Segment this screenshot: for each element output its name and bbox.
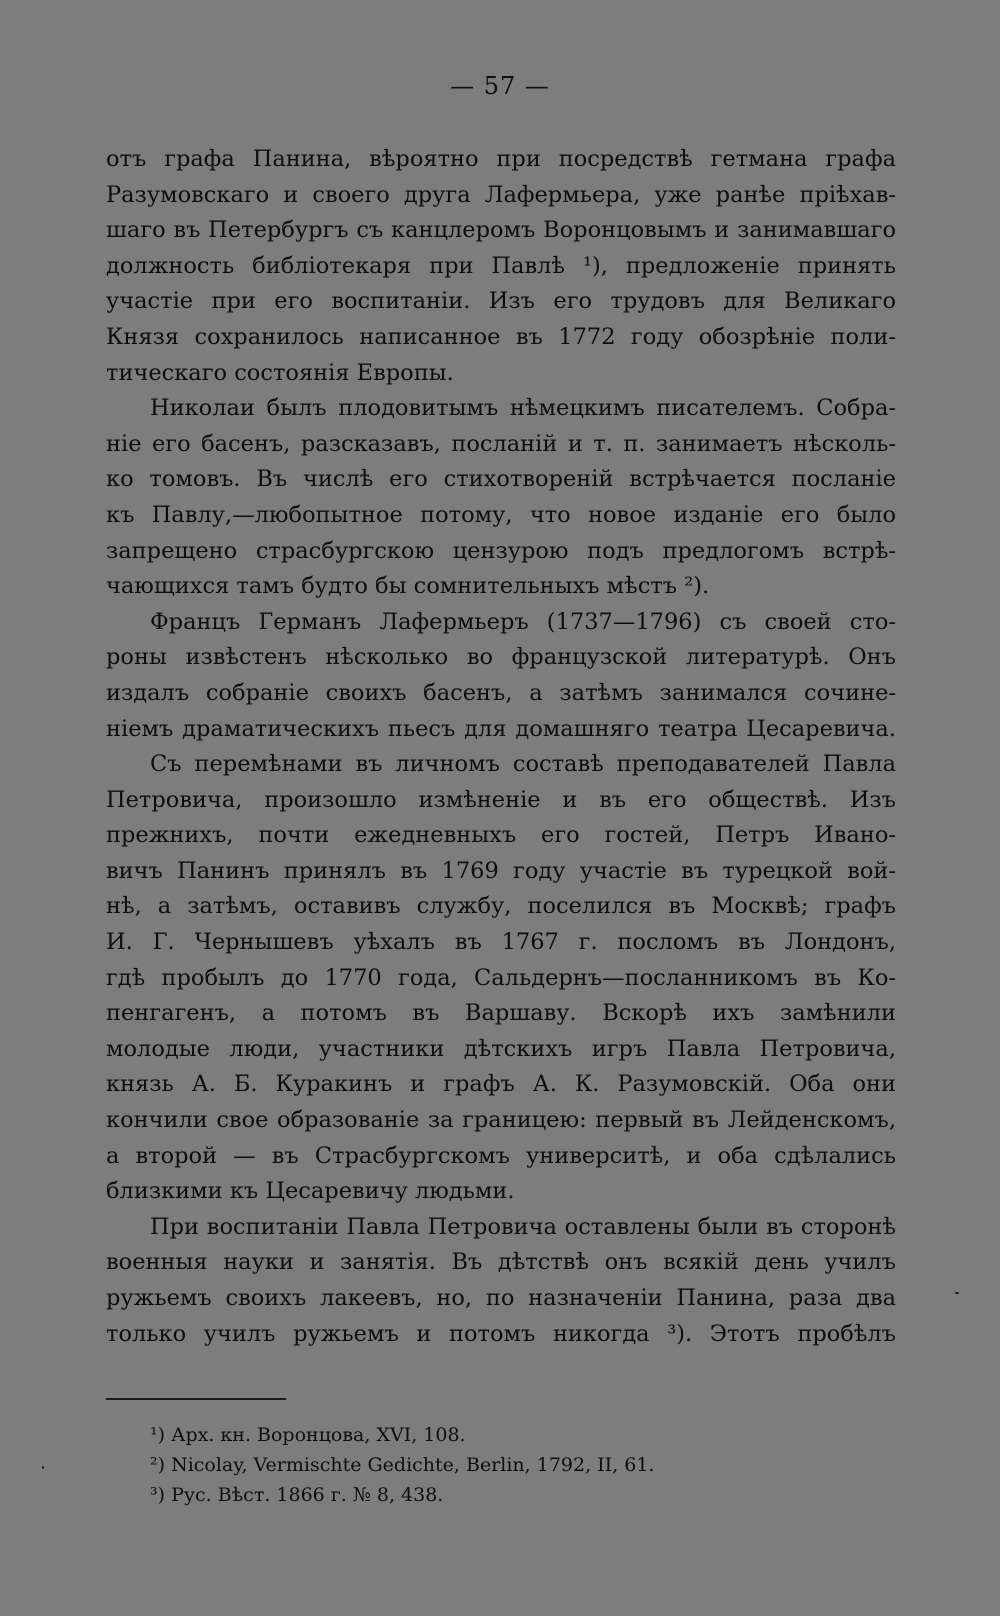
text-line: только училъ ружьемъ и потомъ никогда ³). Этотъ пробѣлъ xyxy=(106,1320,896,1347)
text-line: а второй — въ Страсбургскомъ университѣ, и оба сдѣлались xyxy=(106,1142,896,1169)
text-line: вичъ Панинъ принялъ въ 1769 году участiе въ турецкой вой- xyxy=(106,857,896,884)
text-line: ружьемъ своихъ лакеевъ, но, по назначенiи Панина, раза два xyxy=(106,1285,896,1311)
text-line: гдѣ пробылъ до 1770 года, Сальдернъ—посланникомъ въ Ко- xyxy=(106,964,896,991)
footnote-3: ³) Рус. Вѣст. 1866 г. № 8, 438. xyxy=(150,1484,444,1506)
text-line: молодые люди, участники дѣтскихъ игръ Павла Петровича, xyxy=(106,1035,896,1062)
text-line: ко томовъ. Въ числѣ его стихотворенiй встрѣчается посланiе xyxy=(106,466,896,493)
text-line: Францъ Германъ Лафермьеръ (1737—1796) съ своей сто- xyxy=(150,608,896,635)
text-line: И. Г. Чернышевъ уѣхалъ въ 1767 г. посломъ въ Лондонъ, xyxy=(106,929,896,956)
text-line: Князя сохранилось написанное въ 1772 году обозрѣнiе поли- xyxy=(106,323,896,350)
page-number: — 57 — xyxy=(450,72,550,100)
text-line: пенгагенъ, а потомъ въ Варшаву. Вскорѣ ихъ замѣнили xyxy=(106,1000,896,1027)
text-line: нѣ, а затѣмъ, оставивъ службу, поселился въ Москвѣ; графъ xyxy=(106,893,896,920)
text-line: кончили свое образованiе за границею: первый въ Лейденскомъ, xyxy=(106,1107,896,1134)
footnotes xyxy=(150,1420,850,1510)
footnote-divider xyxy=(106,1398,286,1400)
print-speck xyxy=(42,1466,44,1469)
text-line: военныя науки и занятiя. Въ дѣтствѣ онъ всякiй день училъ xyxy=(106,1249,896,1276)
text-line: запрещено страсбургскою цензурою подъ предлогомъ встрѣ- xyxy=(106,537,896,564)
text-line: къ Павлу,—любопытное потому, что новое изданiе его было xyxy=(106,501,896,528)
footnote-2: ²) Nicolay, Vermischte Gedichte, Berlin, 1792, II, 61. xyxy=(150,1454,655,1476)
text-line: отъ графа Панина, вѣроятно при посредствѣ гетмана графа xyxy=(106,146,896,172)
text-line: князь А. Б. Куракинъ и графъ А. К. Разумовскiй. Оба они xyxy=(106,1071,896,1098)
text-line: Разумовскаго и своего друга Лафермьера, уже ранѣе прiѣхав- xyxy=(106,181,896,208)
text-line: близкими къ Цесаревичу людьми. xyxy=(106,1178,515,1205)
text-line: шаго въ Петербургъ съ канцлеромъ Воронцовымъ и занимавшаго xyxy=(106,217,896,244)
text-line: Николаи былъ плодовитымъ нѣмецкимъ писателемъ. Собра- xyxy=(150,395,896,422)
text-line: должность библiотекаря при Павлѣ ¹), предложенiе принять xyxy=(106,252,896,279)
text-line: прежнихъ, почти ежедневныхъ его гостей, Петръ Ивано- xyxy=(106,822,896,849)
text-line: Петровича, произошло измѣненiе и въ его обществѣ. Изъ xyxy=(106,786,896,813)
text-line: роны извѣстенъ нѣсколько во французской литературѣ. Онъ xyxy=(106,644,896,671)
text-line: При воспитанiи Павла Петровича оставлены были въ сторонѣ xyxy=(150,1213,896,1240)
print-speck xyxy=(955,1292,959,1294)
text-line: нiемъ драматическихъ пьесъ для домашняго театра Цесаревича. xyxy=(106,715,896,742)
text-line: нiе его басенъ, разсказавъ, посланiй и т. п. занимаетъ нѣсколь- xyxy=(106,430,896,457)
text-line: тическаго состоянiя Европы. xyxy=(106,359,454,386)
text-line: чающихся тамъ будто бы сомнительныхъ мѣстъ ²). xyxy=(106,573,710,600)
body-text xyxy=(106,142,896,1352)
text-line: Съ перемѣнами въ личномъ составѣ преподавателей Павла xyxy=(150,751,896,778)
text-line: участiе при его воспитанiи. Изъ его трудовъ для Великаго xyxy=(106,288,896,315)
text-line: издалъ собранiе своихъ басенъ, а затѣмъ занимался сочине- xyxy=(106,679,896,706)
footnote-1: ¹) Арх. кн. Воронцова, XVI, 108. xyxy=(150,1424,466,1446)
